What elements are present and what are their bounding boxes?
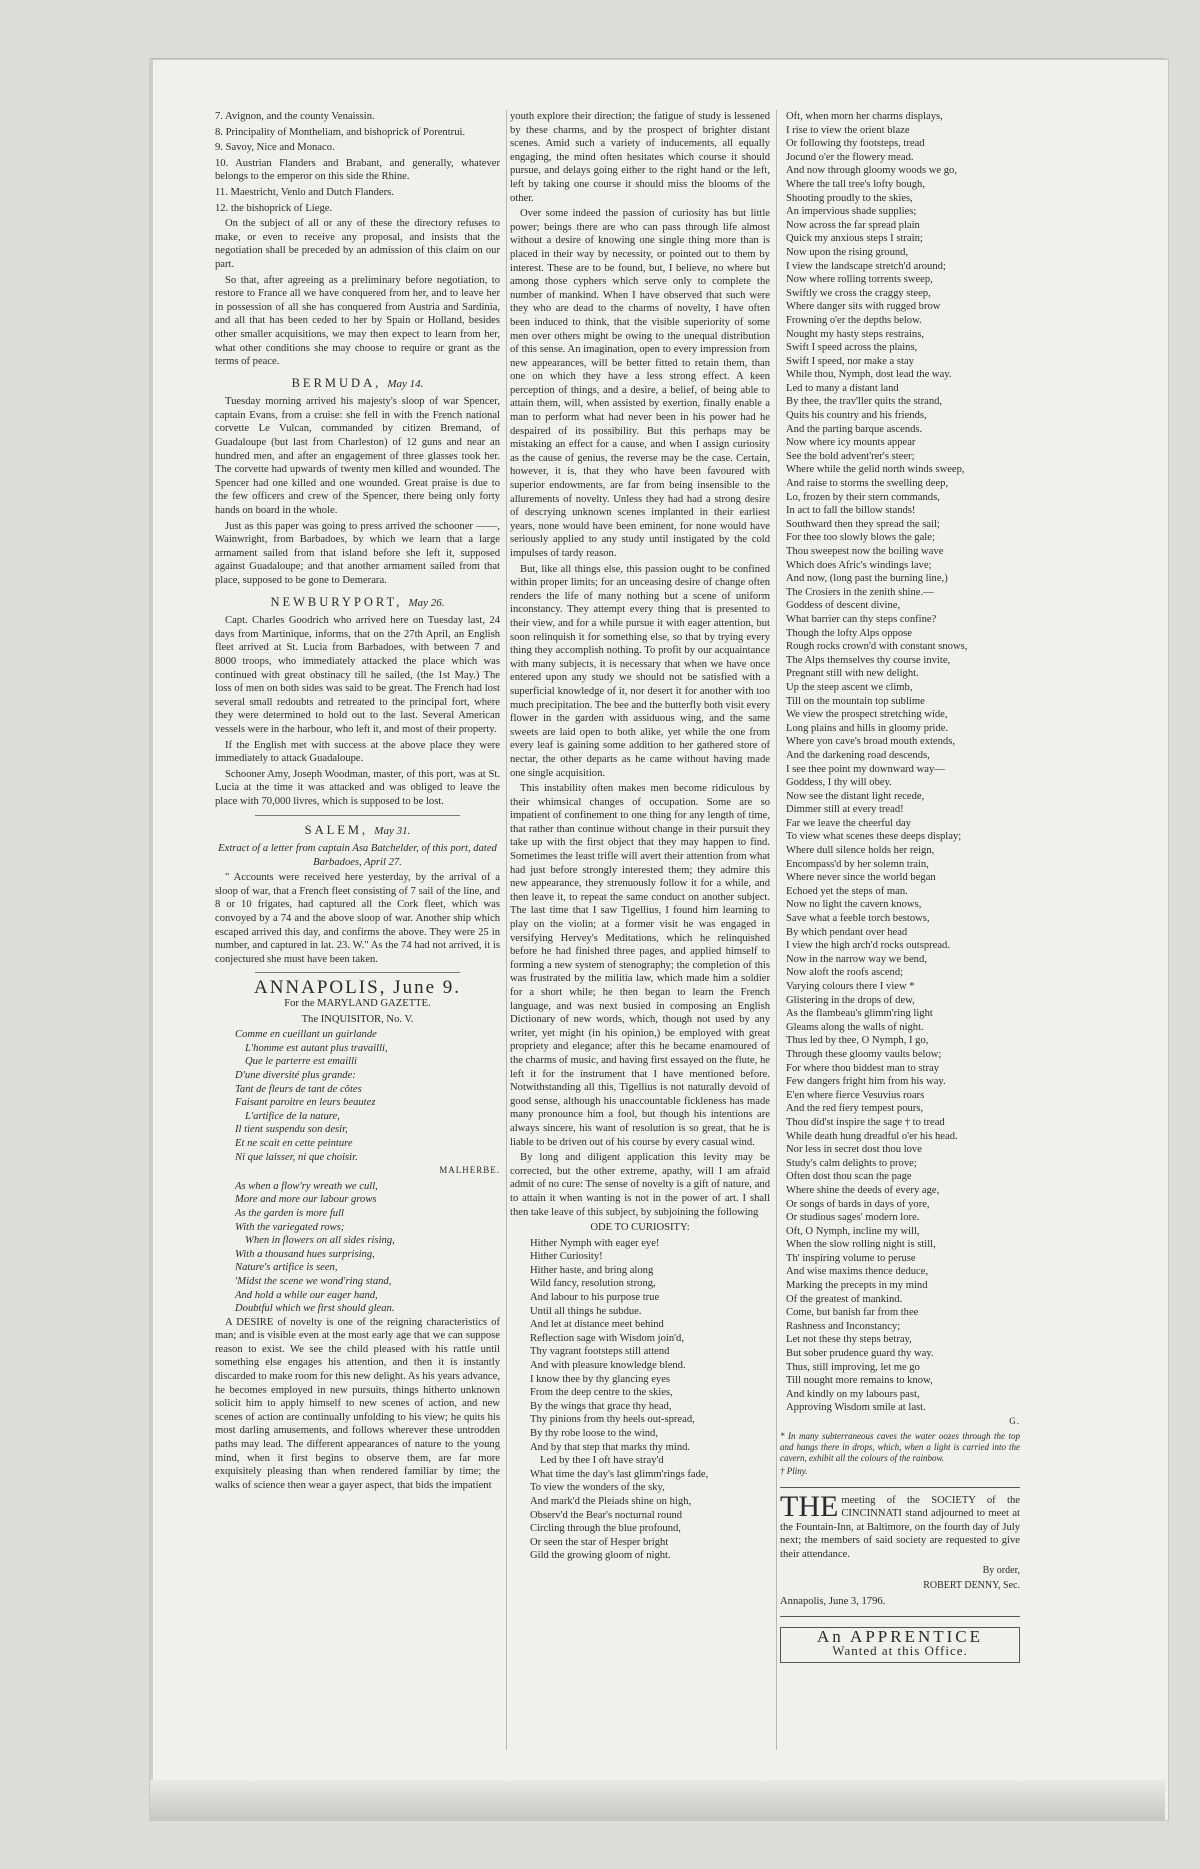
verse-line: By the wings that grace thy head, [530,1400,672,1412]
verse-line: Comme en cueillant un guirlande [235,1029,377,1041]
verse-line: L'artifice de la nature, [245,1110,340,1122]
verse-line: Doubtful which we first should glean. [235,1303,395,1315]
verse-line: Now in the narrow way we bend, [786,953,927,965]
verse-line: Swiftly we cross the craggy steep, [786,287,931,299]
ode-continuation [780,110,1020,1415]
verse-line: With the variegated rows; [235,1221,345,1233]
epigraph-author: MALHERBE. [439,1165,500,1176]
verse-line: But sober prudence guard thy way. [786,1348,934,1360]
ad-text: Wanted at this Office. [832,1642,968,1658]
verse-line: To view what scenes these deeps display; [786,831,962,843]
column-1 [215,110,500,1494]
verse-line: Now where rolling torrents sweep, [786,274,933,286]
verse-line: Tant de fleurs de tant de côtes [235,1083,362,1095]
footnote: † Pliny. [780,1465,808,1476]
verse-line: From the deep centre to the skies, [530,1387,673,1399]
verse-line: Where yon cave's broad mouth extends, [786,736,955,748]
section-rule [255,815,460,816]
verse-line: Led by thee I oft have stray'd [540,1455,664,1467]
verse-line: Of the greatest of mankind. [786,1293,903,1305]
verse-line: And the red fiery tempest pours, [786,1103,924,1115]
verse-line: Far we leave the cheerful day [786,817,911,829]
list-item: 10. Austrian Flanders and Brabant, and generally, whatever belongs to the emperor on this side the Rhine. [215,157,500,183]
verse-line: Circling through the blue profound, [530,1523,681,1535]
gazette-line: For the MARYLAND GAZETTE. [284,998,431,1010]
verse-line: I rise to view the orient blaze [786,124,910,136]
verse-line: By thee, the trav'ller quits the strand, [786,396,943,408]
verse-line: Thou did'st inspire the sage † to tread [786,1116,945,1128]
verse-line: For thee too slowly blows the gale; [786,532,935,544]
article-paragraph: " Accounts were received here yesterday, by the arrival of a sloop of war, that a French fleet consisting of 7 sail of the line, and 8 or 10 frigates, had captured all the Cork fleet, which was convoyed by a 74 and the above sloop of war. Another ship which escaped arrived this day, and confirms the above. They were 25 in number, and captured in lat. 23. W." As the 74 had not arrived, it is conjectured she must have been taken. [215,872,500,965]
article-paragraph: So that, after agreeing as a preliminary before negotiation, to restore to France all we have conquered from her, and to leave her in possession of all she has conquered from Austria and Sardinia, and all that has been ceded to her by Spain or Holland, besides other smaller acquisitions, we may then expect to learn from her, what other conditions she may choose to require or grant as the terms of peace. [215,274,500,368]
verse-line: I view the landscape stretch'd around; [786,260,946,272]
verse-line: And with pleasure knowledge blend. [530,1360,686,1372]
verse-line: Rashness and Inconstancy; [786,1320,901,1332]
column-3 [780,110,1020,1663]
verse-line: Shooting proudly to the skies, [786,192,913,204]
dateline-place: BERMUDA, [291,375,382,390]
article-paragraph: On the subject of all or any of these the directory refuses to make, or even to receive any proposal, and insists that the negotiation shall be preceded by an admission of this claim on our part. [215,218,500,270]
verse-line: Glistering in the drops of dew, [786,994,915,1006]
apprentice-ad [780,1627,1020,1662]
verse-line: When in flowers on all sides rising, [245,1235,395,1247]
verse-line: Gild the growing gloom of night. [530,1550,671,1562]
column-divider [776,110,777,1750]
verse-line: Now aloft the roofs ascend; [786,967,904,979]
lead-words: A DESIRE [225,1316,274,1328]
verse-line: Et ne scait en cette peinture [235,1137,353,1149]
verse-line: The Alps themselves thy course invite, [786,654,951,666]
ode-verses [510,1237,770,1563]
verse-line: D'une diversité plus grande: [235,1070,356,1081]
article-paragraph: Capt. Charles Goodrich who arrived here on Tuesday last, 24 days from Martinique, informs, that on the 27th April, an English fleet arrived at St. Lucia from Barbadoes, with between 7 and 8000 troops, who immediately attacked the place which was continued with great obstinacy till he sailed, (the 1st May.) The loss of men on both sides was said to be great. The French had lost several small redoubts and retreated to the principal fort, where they were determined to hold out to the last. Several American vessels were in the harbour, who left it, and most of their property. [215,615,500,735]
verse-line: Few dangers fright him from his way. [786,1076,946,1088]
verse-line: Que le parterre est emailli [245,1056,357,1068]
article-paragraph: If the English met with success at the above place they were immediately to attack Guadaloupe. [215,739,500,765]
verse-line: And let at distance meet behind [530,1319,664,1331]
verse-line: Nature's artifice is seen, [235,1262,338,1274]
essay-opening [215,1316,500,1493]
verse-line: I know thee by thy glancing eyes [530,1373,671,1385]
footnote: * In many subterraneous caves the water oozes through the top and hangs there in drops, which, when a light is carried into the cavern, exhibit all the colours of the rainbow. [780,1430,1020,1463]
verse-line: Where danger sits with rugged brow [786,301,941,313]
verse-line: Study's calm delights to prove; [786,1157,917,1169]
verse-line: Oft, O Nymph, incline my will, [786,1225,920,1237]
verse-line: Goddess of descent divine, [786,600,901,612]
verse-line: Led to many a distant land [786,382,899,394]
dateline-date: May 31. [374,824,411,837]
list-item: 11. Maestricht, Venlo and Dutch Flanders. [215,186,394,198]
notice-body: meeting of the SOCIETY of the CINCINNATI stand adjourned to meet at the Fountain-Inn, at Baltimore, on the fourth day of July next; the members of said society are requested to give their attendance. [780,1494,1020,1560]
dateline-date: May 14. [387,377,424,390]
verse-line: Till on the mountain top sublime [786,695,925,707]
verse-line: L'homme est autant plus travailli, [245,1042,388,1054]
verse-line: Where never since the world began [786,872,936,884]
verse-line: Through these gloomy vaults below; [786,1048,942,1060]
verse-line: And the darkening road descends, [786,749,930,761]
verse-line: Now see the distant light recede, [786,790,925,802]
verse-line: Oft, when morn her charms displays, [786,111,943,122]
column-divider [506,110,507,1750]
verse-line: Pregnant still with new delight. [786,668,919,680]
french-epigraph [215,1028,500,1164]
verse-line: Or following thy footsteps, tread [786,138,925,150]
verse-line: Hither Curiosity! [530,1251,603,1263]
ode-title: ODE TO CURIOSITY: [590,1222,690,1234]
cincinnati-notice [780,1487,1020,1618]
verse-line: And raise to storms the swelling deep, [786,478,949,490]
english-epigraph [215,1180,500,1316]
verse-line: Until all things he subdue. [530,1305,642,1317]
verse-line: Thy pinions from thy heels out-spread, [530,1414,695,1426]
verse-line: Rough rocks crown'd with constant snows, [786,641,968,653]
verse-line: Frowning o'er the depths below. [786,314,922,326]
dateline-newburyport [215,596,500,611]
verse-line: Let not these thy steps betray, [786,1334,912,1346]
verse-line: Echoed yet the steps of man. [786,885,908,897]
essay-paragraph: This instability often makes men become ridiculous by their whimsical changes of occupation. Some are so impatient of confinement to one thing for any length of time, that rather than continue without change in their pursuit they take up with the first object that they may happen to find. Sometimes the least trifle will avert their attention from what had just before strongly interested them; they admire this new appearance, they strenuously follow it for a while, and then leave it, to repeat the same conduct on another subject. The last time that I saw Tigellius, I found him learning to play on the violin; at a former visit he was engaged in versifying Hervey's Meditations, which he relinquished before he had finished three pages, and applied himself to forming a new system of stenography; the completion of this was frustrated by the militia law, which made him a soldier for a short while; he then began to learn the French language, and was next busied in composing an English Dictionary of new words, which, though not used by any writer, yet might (in his opinion,) be employed with great propriety and elegance; after this he became enamoured of the charms of music, and having first essayed on the flute, he left it for the instrument that I have mentioned before. Notwithstanding all this, Tigellius is not naturally devoid of good sense, although his unaccountable fickleness has made many pronounce him a fool, but though his intentions are always sincere, his want of resolution is so great, that he is liable to be driven out of his course by every casual wind. [510,783,770,1148]
verse-line: Il tient suspendu son desir, [235,1124,348,1136]
list-item: 9. Savoy, Nice and Monaco. [215,142,335,154]
dateline-place: ANNAPOLIS, [253,977,387,999]
verse-line: While death hung dreadful o'er his head. [786,1130,958,1142]
poem-signature: G. [1009,1416,1020,1426]
verse-line: Often dost thou scan the page [786,1171,912,1183]
notice-text [780,1489,1020,1562]
essay-paragraph: But, like all things else, this passion ought to be confined within proper limits; for an unceasing desire of change often renders the life of many nothing but a scene of uniform inconstancy. They attempt every thing that is presented to their view, and for a while pursue it with eager attention, but soon relinquish it for something else, so that by trying every thing they accomplish nothing. To profit by our acquaintance with many subjects, it is necessary that when we have once entered upon any study we should not be satisfied with a superficial knowledge of it, nor desert it for another with too much precipitation. The bee and the butterfly both visit every flower in the garden with assiduous wing, and the same sweets are laid open to both alike, yet while the one from every leaf is gaining some addition to her gathered store of nectar, the other departs as he came without having made one single acquisition. [510,563,770,779]
verse-line: Dimmer still at every tread! [786,804,904,816]
verse-line: More and more our labour grows [235,1194,377,1206]
verse-line: Long plains and hills in gloomy pride. [786,722,949,734]
essay-paragraph: By long and diligent application this levity may be corrected, but the other extreme, apathy, will I am afraid admit of no cure: The sense of novelty is a gift of nature, and to attain it when wanting is not in the power of art. I shall then take leave of this subject, by subjoining the following [510,1152,770,1218]
verse-line: Approving Wisdom smile at last. [786,1402,926,1414]
verse-line: Thou sweepest now the boiling wave [786,546,944,557]
verse-line: Reflection sage with Wisdom join'd, [530,1332,684,1344]
essay-paragraph: Over some indeed the passion of curiosity has but little power; beings there are who can pass through life almost without a desire of knowing one single thing more than is placed in their way by necessity, or pointed out to them by interest. These are to be found, but, I believe, no where but among those cyphers which serve only to complete the number of mankind. When I have observed that such were they who are dead to the charms of novelty, I have often been induced to think, that the visible superiority of some men over others might be owing to the unequal distribution of this sense. An imagination, open to every impression from new appearances, will be better fitted to retain them, than one on which they have a less strong effect. A keen perception of things, and a desire, a belief, of being able to attain them, will, when assisted by exertion, finally enable a man to perform what had never been in his power had he despaired of its possibility. But this perhaps may be mistaking an effect for a cause, and when I assign curiosity as the cause of genius, the reverse may be the case. Certain, however, it is, that they who have been favoured with superior endowments, are far from being insensible to the allurements of novelty. Unless they had had a strong desire of descrying unknown scenes implanted in their earliest years, none would have been eminent, for none would have seriously applied to any study until instigated by the cold impulses of tardy reason. [510,208,770,559]
verse-line: We view the prospect stretching wide, [786,709,948,721]
verse-line: See the bold advent'rer's steer; [786,450,915,462]
verse-line: Varying colours there I view * [786,981,915,992]
verse-line: Jocund o'er the flowery mead. [786,151,914,163]
verse-line: While thou, Nymph, dost lead the way. [786,369,952,381]
verse-line: Nor less in secret dost thou love [786,1144,922,1156]
verse-line: In act to fall the billow stands! [786,505,916,517]
verse-line: When the slow rolling night is still, [786,1239,936,1251]
article-paragraph: Schooner Amy, Joseph Woodman, master, of this port, was at St. Lucia at the time it was attacked and was obliged to leave the place with 70,000 livres, which is supposed to be lost. [215,768,500,807]
verse-line: Up the steep ascent we climb, [786,681,913,693]
article-paragraph: Tuesday morning arrived his majesty's sloop of war Spencer, captain Evans, from a cruise: she fell in with the French national corvette Le Vulcan, commanded by citizen Bremand, of Guadaloupe (but last from Charleston) of 12 guns and near an hundred men, and after an engagement of three glasses took her. The corvette had upwards of twenty men killed and wounded. The Spencer had one killed and one wounded. Great praise is due to the few officers and crew of the Spencer, there being only forty hands on board in the whole. [215,396,500,517]
verse-line: E'en where fierce Vesuvius roars [786,1089,925,1101]
verse-line: Thus led by thee, O Nymph, I go, [786,1035,929,1047]
verse-line: And labour to his purpose true [530,1292,660,1304]
verse-line: I view the high arch'd rocks outspread. [786,940,951,952]
notice-date: Annapolis, June 3, 1796. [780,1595,886,1607]
verse-line: And mark'd the Pleiads shine on high, [530,1495,692,1507]
verse-line: Where the tall tree's lofty bough, [786,178,925,190]
verse-line: What time the day's last glimm'rings fade, [530,1468,709,1480]
verse-line: And by that step that marks thy mind. [530,1441,691,1453]
verse-line: Hither haste, and bring along [530,1264,654,1276]
verse-line: What barrier can thy steps confine? [786,613,937,625]
list-item: 8. Principality of Montheliam, and bishoprick of Porentrui. [215,126,466,138]
verse-line: 'Midst the scene we wond'ring stand, [235,1275,392,1287]
verse-line: Quick my anxious steps I strain; [786,233,923,245]
essay-text: of novelty is one of the reigning characteristics of man; and is visible even at the most early age that we can suppose reason to exist. We see the child pleased with his rattle until something else engages his attention, and then it is instantly discarded to make room for this new delight. As his years advance, he becomes employed in new pursuits, things hitherto unknown solicit him to apply himself to new scenes of action, and new scenes of action are continually unfolding to his view; he quits his most darling amusements, and follows wherever these untrodden paths may lead. The different appearances of nature to the young mind, when it first begins to observe them, are far more exquisitely pleasing than when rendered familiar by time; the walks of science then wear a gayer aspect, that bids the impatient [215,1316,501,1491]
verse-line: And the parting barque ascends. [786,423,923,435]
verse-line: Ni que laisser, ni que choisir. [235,1151,358,1163]
verse-line: Goddess, I thy will obey. [786,777,892,789]
verse-line: Lo, frozen by their stern commands, [786,491,940,503]
verse-line: Quits his country and his friends, [786,410,927,422]
verse-line: Wild fancy, resolution strong, [530,1278,656,1290]
verse-line: And wise maxims thence deduce, [786,1266,929,1278]
dateline-annapolis [215,977,500,999]
verse-line: Or seen the star of Hesper bright [530,1536,669,1548]
column-2 [510,110,770,1563]
notice-lead: THE [780,1489,839,1523]
verse-line: Now where icy mounts appear [786,437,916,449]
verse-line: By thy robe loose to the wind, [530,1428,658,1439]
dateline-date: June 9. [393,977,461,999]
verse-line: Gleams along the walls of night. [786,1021,924,1033]
verse-line: By which pendant over head [786,926,908,938]
list-item: 7. Avignon, and the county Venaissin. [215,111,375,122]
verse-line: Save what a feeble torch bestows, [786,913,930,925]
verse-line: Or songs of bards in days of yore, [786,1198,930,1210]
verse-line: I see thee point my downward way— [786,763,945,775]
verse-line: Where shine the deeds of every age, [786,1184,940,1196]
verse-line: And now, (long past the burning line,) [786,573,948,585]
notice-by-order: By order, [982,1564,1020,1576]
verse-line: Come, but banish far from thee [786,1307,919,1319]
verse-line: Th' inspiring volume to peruse [786,1252,916,1264]
notice-secretary: ROBERT DENNY, Sec. [923,1580,1020,1592]
verse-line: Thy vagrant footsteps still attend [530,1346,670,1358]
verse-line: Now across the far spread plain [786,219,920,231]
section-rule [255,972,460,973]
verse-line: And kindly on my labours past, [786,1388,920,1400]
verse-line: Thus, still improving, let me go [786,1361,920,1373]
dateline-place: SALEM, [304,822,369,837]
verse-line: Swift I speed across the plains, [786,342,918,354]
verse-line: And now through gloomy woods we go, [786,165,957,177]
verse-line: Observ'd the Bear's nocturnal round [530,1509,683,1521]
dateline-date: May 26. [408,596,445,609]
verse-line: With a thousand hues surprising, [235,1248,375,1260]
verse-line: For where thou biddest man to stray [786,1062,939,1074]
verse-line: Faisant paroitre en leurs beautez [235,1097,376,1109]
verse-line: Swift I speed, nor make a stay [786,355,914,367]
dateline-bermuda [215,377,500,392]
verse-line: Though the lofty Alps oppose [786,627,912,639]
verse-line: To view the wonders of the sky, [530,1482,665,1494]
verse-line: As the flambeau's glimm'ring light [786,1008,933,1020]
verse-line: Now upon the rising ground, [786,246,909,258]
verse-line: Or studious sages' modern lore. [786,1212,920,1224]
verse-line: Now no light the cavern knows, [786,899,922,911]
verse-line: Nought my hasty steps restrains, [786,328,924,340]
verse-line: Hither Nymph with eager eye! [530,1237,660,1249]
verse-line: Marking the precepts in my mind [786,1280,928,1292]
verse-line: Till nought more remains to know, [786,1375,933,1387]
verse-line: As when a flow'ry wreath we cull, [235,1180,378,1192]
verse-line: Where while the gelid north winds sweep, [786,464,965,476]
verse-line: Southward then they spread the sail; [786,518,940,530]
verse-line: As the garden is more full [235,1207,344,1219]
verse-line: An impervious shade supplies; [786,206,917,218]
essay-paragraph: youth explore their direction; the fatigue of study is lessened by these charms, and by the prospect of brighter distant scenes. Amid such a variety of inducements, all equally engaging, the mind often hesitates which course it should pursue, and delays going either to the right hand or the left, left by taking one course it should miss the blooms of the other. [510,111,770,204]
verse-line: Which does Afric's windings lave; [786,559,932,571]
verse-line: And hold a while our eager hand, [235,1289,378,1301]
ad-heading: An APPRENTICE [816,1627,984,1647]
verse-line: Encompass'd by her solemn train, [786,858,929,870]
dateline-salem [215,824,500,839]
verse-line: Where dull silence holds her reign, [786,845,935,857]
list-item: 12. the bishoprick of Liege. [215,202,333,214]
letter-extract-title: Extract of a letter from captain Asa Batchelder, of this port, dated Barbadoes, April 27. [218,843,497,868]
article-paragraph: Just as this paper was going to press arrived the schooner ——, Wainwright, from Barbadoes, by which we learn that a large armament sailed from that island before she left it, supposed against Guadaloupe; and that another armament sailed from that place, supposed to be gone to Demerara. [215,520,500,586]
essay-title: The INQUISITOR, No. V. [301,1013,414,1025]
dateline-place: NEWBURYPORT, [270,594,403,609]
verse-line: The Crosiers in the zenith shine.— [786,586,934,598]
page-bottom-fold [150,1780,1165,1820]
